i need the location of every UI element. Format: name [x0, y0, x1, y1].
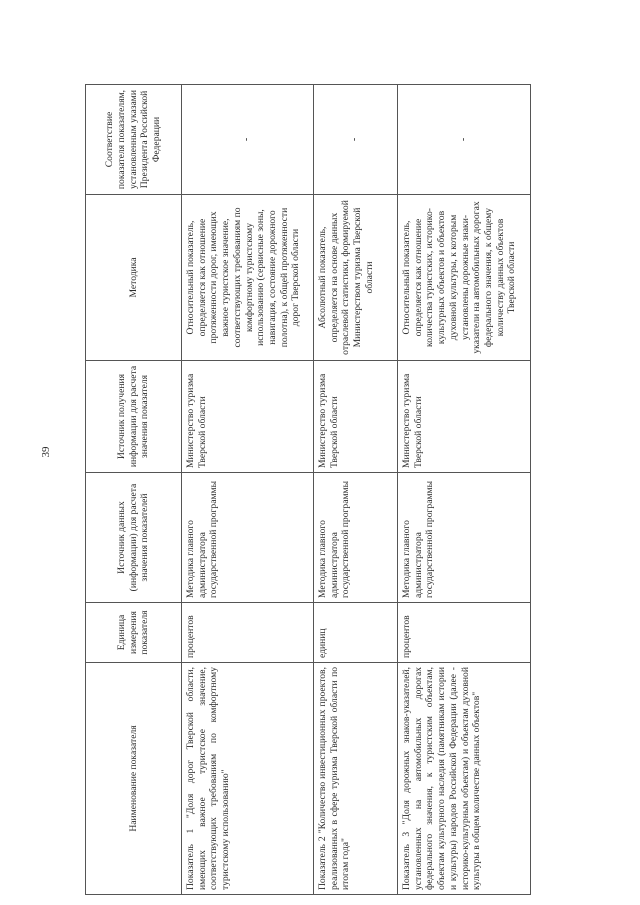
- header-source-info: Источник получения информации для расчета значения показателя: [86, 361, 182, 473]
- table-header-row: [86, 85, 182, 895]
- table-row: [182, 85, 314, 895]
- indicator-compliance: -: [182, 85, 314, 195]
- rotated-page-content: [85, 85, 530, 895]
- indicator-compliance: -: [398, 85, 531, 195]
- header-method: Методика: [86, 195, 182, 361]
- page-number: 39: [40, 446, 52, 458]
- indicator-source-data: Методика главного администратора государственной программы: [398, 473, 531, 603]
- indicator-source-data: Методика главного администратора государственной программы: [314, 473, 398, 603]
- indicator-source-info: Министерство туризма Тверской области: [314, 361, 398, 473]
- indicator-method: Относительный показатель, определяется как отношение количества туристских, историко-культурных объектов и объектов духовной культуры, к которым установлены дорожные знаки-указатели на автомобильных дорогах федерального значения, к общему количеству данных объектов Тверской области: [398, 195, 531, 361]
- table-row: [398, 85, 531, 895]
- indicator-source-info: Министерство туризма Тверской области: [398, 361, 531, 473]
- header-unit: Единица измерения показателя: [86, 603, 182, 663]
- indicator-unit: процентов: [182, 603, 314, 663]
- table-row: [314, 85, 398, 895]
- indicator-source-info: Министерство туризма Тверской области: [182, 361, 314, 473]
- indicator-source-data: Методика главного администратора государственной программы: [182, 473, 314, 603]
- indicator-name: Показатель 3 "Доля дорожных знаков-указателей, установленных на автомобильных дорогах федерального значения, к туристским объектам, объектам культурного наследия (памятникам истории и культуры) народов Российской Федерации (далее - историко-культурным объектам) и объектам духовной культуры в общем количестве данных объектов": [398, 663, 531, 895]
- header-source-data: Источник данных (информации) для расчета значения показателей: [86, 473, 182, 603]
- indicator-name: Показатель 2 "Количество инвестиционных проектов, реализованных в сфере туризма Тверской области по итогам года": [314, 663, 398, 895]
- header-name: Наименование показателя: [86, 663, 182, 895]
- indicator-unit: процентов: [398, 603, 531, 663]
- indicator-method: Абсолютный показатель, определяется на основе данных отраслевой статистики, формируемой Министерством туризма Тверской области: [314, 195, 398, 361]
- indicator-name: Показатель 1 "Доля дорог Тверской области, имеющих важное туристское значение, соответствующих требованиям по комфортному туристскому использованию": [182, 663, 314, 895]
- indicator-method: Относительный показатель, определяется как отношение протяженности дорог, имеющих важное туристское значение, соответствующих требованиям по комфортному туристскому использованию (сервисные зоны, навигация, состояние дорожного полотна), к общей протяженности дорог Тверской области: [182, 195, 314, 361]
- indicator-compliance: -: [314, 85, 398, 195]
- header-compliance: Соответствие показателя показателям, установленным указами Президента Российской Федерации: [86, 85, 182, 195]
- indicator-unit: единиц: [314, 603, 398, 663]
- indicators-table: [85, 84, 531, 895]
